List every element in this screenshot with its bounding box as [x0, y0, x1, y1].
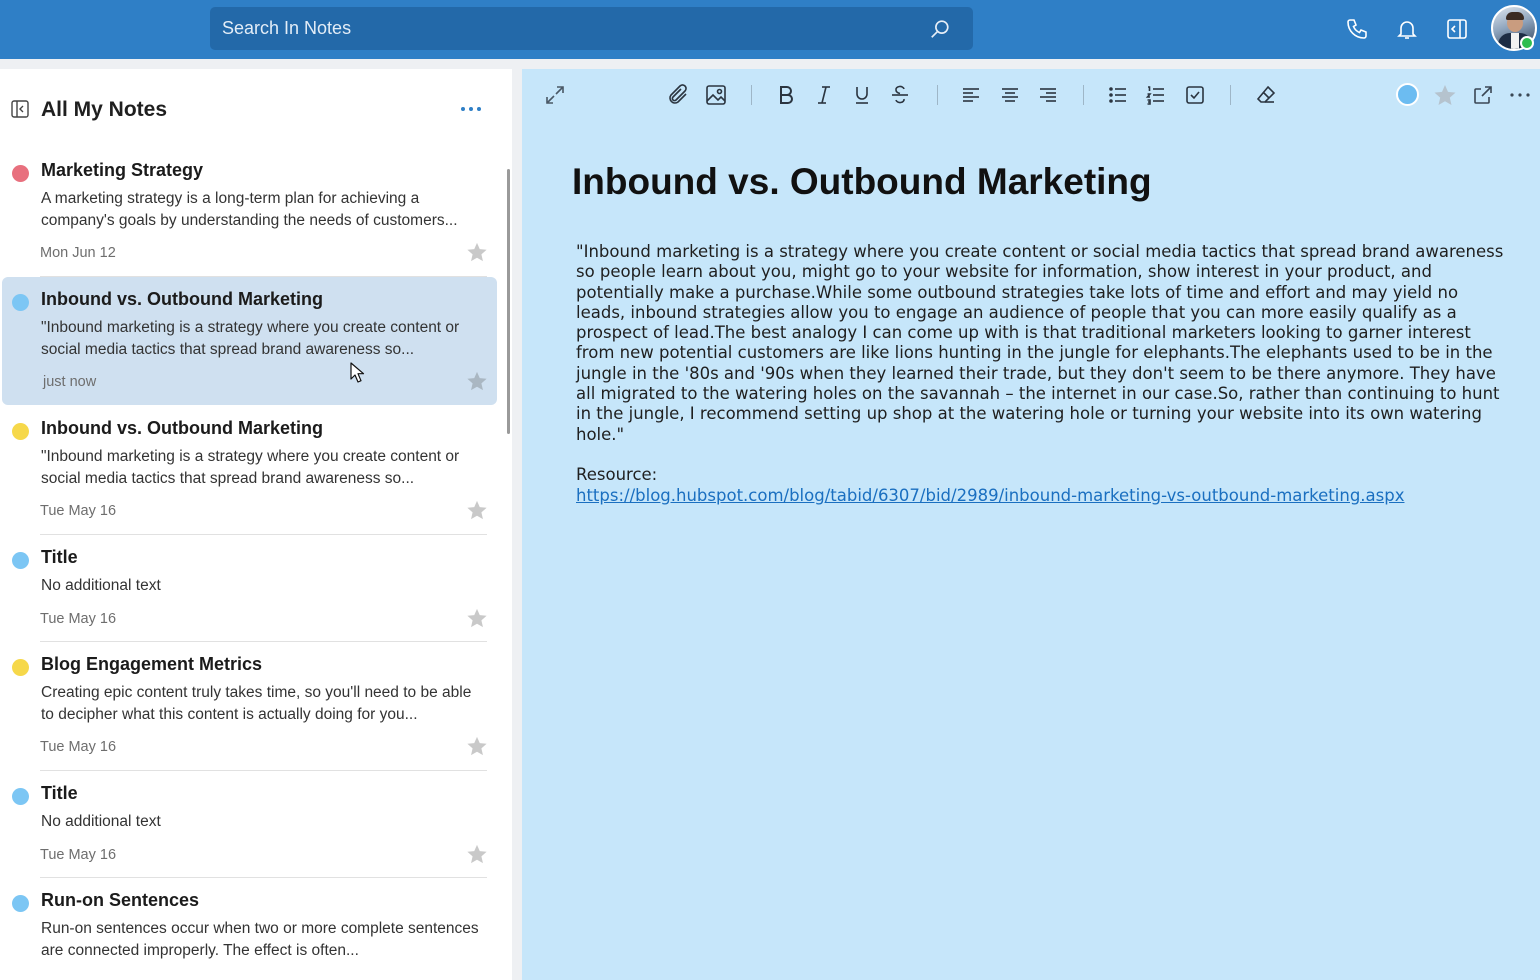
bell-icon[interactable] — [1395, 17, 1419, 41]
italic-icon[interactable] — [812, 83, 836, 107]
body-line: prospect of lead.The best analogy I can come up with is that traditional marketers looking to garner interest — [576, 323, 1471, 343]
numbered-list-icon[interactable] — [1144, 83, 1168, 107]
sidebar-icon[interactable] — [1445, 17, 1469, 41]
note-color-dot — [12, 659, 29, 676]
note-preview: Run-on sentences occur when two or more complete sentences are connected improperly. The effect is often... — [41, 920, 479, 959]
image-icon[interactable] — [704, 83, 728, 107]
note-date: Tue May 16 — [40, 847, 117, 863]
underline-icon[interactable] — [850, 83, 874, 107]
note-list-item-selected[interactable] — [2, 277, 497, 405]
toolbar-divider — [1230, 85, 1231, 105]
checklist-icon[interactable] — [1183, 83, 1207, 107]
star-icon[interactable] — [466, 843, 488, 865]
top-bar — [0, 0, 1540, 59]
more-options-icon[interactable] — [460, 105, 482, 113]
note-title: Run-on Sentences — [41, 890, 200, 910]
page-title: All My Notes — [41, 98, 168, 121]
note-color-dot — [12, 165, 29, 182]
star-icon[interactable] — [466, 241, 488, 263]
note-color-dot — [12, 788, 29, 805]
note-color-dot — [12, 294, 29, 311]
note-title: Title — [41, 783, 78, 803]
toolbar-divider — [937, 85, 938, 105]
note-editor[interactable] — [522, 69, 1540, 980]
star-icon[interactable] — [466, 735, 488, 757]
body-line: in the jungle, I recommend setting up shop at the watering hole or turning your website into its own watering — [576, 404, 1482, 424]
note-color-dot — [12, 552, 29, 569]
resource-link[interactable]: https://blog.hubspot.com/blog/tabid/6307/bid/2989/inbound-marketing-vs-outbound-marketing.aspx — [576, 486, 1405, 505]
star-icon[interactable] — [466, 607, 488, 629]
note-preview: No additional text — [41, 577, 161, 594]
body-line: jungle in the '80s and '90s when they learned their trade, but they don't seem to be there anymore. They have — [576, 363, 1496, 383]
phone-icon[interactable] — [1345, 17, 1369, 41]
body-line: from new potential customers are like lions hunting in the jungle for elephants.The elephants used to be in the — [576, 343, 1493, 363]
note-color-dot — [12, 895, 29, 912]
toolbar-divider — [751, 85, 752, 105]
note-title: Marketing Strategy — [41, 160, 204, 180]
align-center-icon[interactable] — [998, 83, 1022, 107]
notes-sidebar — [0, 69, 512, 980]
note-color-dot — [12, 423, 29, 440]
align-right-icon[interactable] — [1036, 83, 1060, 107]
note-preview: A marketing strategy is a long-term plan for achieving a company's goals by understanding the needs of customers... — [41, 190, 458, 229]
body-line: potentially make a purchase.While some outbound strategies take lots of time and effort and may yield no — [576, 282, 1459, 302]
open-external-icon[interactable] — [1471, 83, 1495, 107]
note-date: Mon Jun 12 — [40, 245, 116, 261]
bullet-list-icon[interactable] — [1106, 83, 1130, 107]
body-line: "Inbound marketing is a strategy where you create content or social media tactics that spread brand awareness — [576, 242, 1504, 261]
note-list-item[interactable] — [2, 535, 497, 642]
note-preview: No additional text — [41, 813, 161, 830]
star-icon[interactable] — [1433, 83, 1457, 107]
note-date: Tue May 16 — [40, 503, 117, 519]
note-preview: "Inbound marketing is a strategy where you create content or social media tactics that spread brand awareness so... — [41, 448, 460, 487]
star-icon[interactable] — [466, 499, 488, 521]
note-preview: "Inbound marketing is a strategy where you create content or social media tactics that spread brand awareness so... — [41, 319, 460, 358]
expand-icon[interactable] — [543, 83, 567, 107]
note-list-item[interactable] — [2, 148, 497, 276]
note-title: Blog Engagement Metrics — [41, 654, 263, 674]
bold-icon[interactable] — [774, 83, 798, 107]
eraser-icon[interactable] — [1254, 83, 1278, 107]
search-input[interactable] — [210, 7, 973, 50]
body-line: all migrated to the watering holes on the savannah – the internet in our case.So, rather than continuing to hunt — [576, 384, 1500, 404]
scrollbar[interactable] — [507, 169, 510, 434]
note-date: just now — [43, 374, 97, 390]
note-date: Tue May 16 — [40, 739, 117, 755]
resource-label: Resource: — [576, 465, 658, 484]
more-icon[interactable] — [1508, 83, 1532, 107]
collapse-panel-icon[interactable] — [11, 100, 29, 118]
search-placeholder: Search In Notes — [222, 18, 352, 38]
search-icon[interactable] — [929, 18, 951, 40]
note-title: Inbound vs. Outbound Marketing — [41, 289, 323, 309]
toolbar-divider — [1083, 85, 1084, 105]
presence-indicator — [1520, 36, 1534, 50]
strikethrough-icon[interactable] — [888, 83, 912, 107]
note-list-item[interactable] — [2, 406, 497, 534]
note-title: Inbound vs. Outbound Marketing — [41, 418, 323, 438]
note-title: Title — [41, 547, 78, 567]
align-left-icon[interactable] — [959, 83, 983, 107]
note-list-item[interactable] — [2, 771, 497, 878]
attach-icon[interactable] — [666, 83, 690, 107]
note-date: Tue May 16 — [40, 611, 117, 627]
note-list-item[interactable] — [2, 878, 497, 980]
mouse-cursor-icon — [350, 362, 366, 384]
star-icon[interactable] — [466, 370, 488, 392]
note-preview: Creating epic content truly takes time, so you'll need to be able to decipher what this content is actually doing for you... — [41, 684, 472, 723]
note-body[interactable] — [576, 242, 1524, 445]
note-heading[interactable]: Inbound vs. Outbound Marketing — [572, 161, 1152, 202]
sidebar-header — [0, 69, 512, 149]
body-line: hole." — [576, 424, 625, 444]
body-line: so people learn about you, might go to your website for information, show interest in your product, and — [576, 262, 1432, 282]
note-color-picker[interactable] — [1396, 83, 1419, 106]
note-list-item[interactable] — [2, 642, 497, 770]
body-line: leads, inbound strategies allow you to engage an audience of people that you can more easily qualify as a — [576, 302, 1457, 322]
